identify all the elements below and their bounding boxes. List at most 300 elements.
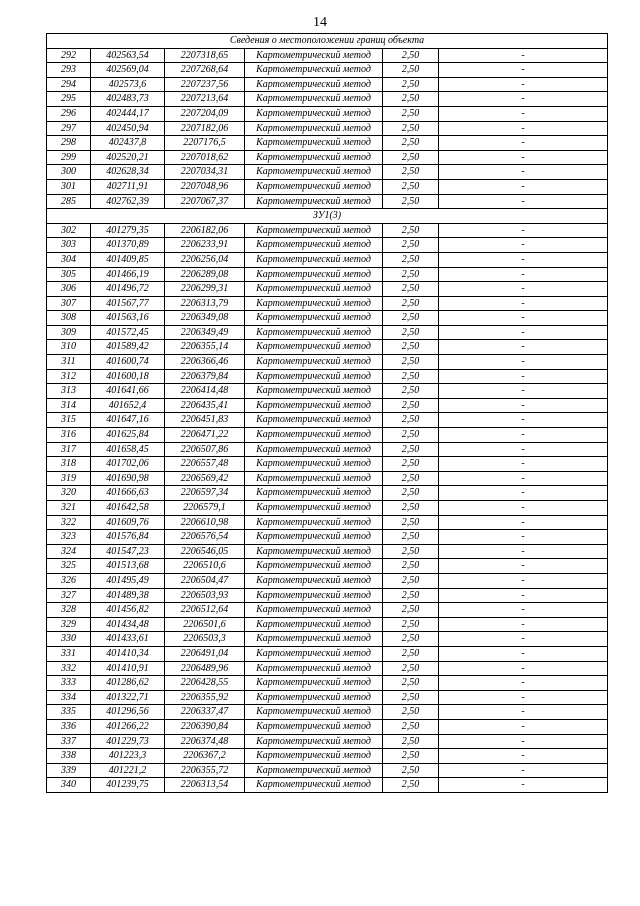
y-coordinate-cell: 2207048,96 (165, 179, 245, 194)
method-cell: Картометрический метод (245, 763, 383, 778)
description-cell: - (439, 136, 608, 151)
method-cell: Картометрический метод (245, 413, 383, 428)
description-cell: - (439, 325, 608, 340)
description-cell: - (439, 471, 608, 486)
point-number-cell: 296 (47, 106, 91, 121)
table-row (47, 136, 608, 151)
method-cell: Картометрический метод (245, 646, 383, 661)
method-cell: Картометрический метод (245, 588, 383, 603)
accuracy-cell: 2,50 (383, 632, 439, 647)
x-coordinate-cell: 401410,91 (91, 661, 165, 676)
description-cell: - (439, 457, 608, 472)
description-cell: - (439, 573, 608, 588)
method-cell: Картометрический метод (245, 603, 383, 618)
accuracy-cell: 2,50 (383, 325, 439, 340)
table-row (47, 238, 608, 253)
y-coordinate-cell: 2206289,08 (165, 267, 245, 282)
description-cell: - (439, 690, 608, 705)
accuracy-cell: 2,50 (383, 617, 439, 632)
x-coordinate-cell: 401589,42 (91, 340, 165, 355)
point-number-cell: 332 (47, 661, 91, 676)
y-coordinate-cell: 2207018,62 (165, 150, 245, 165)
accuracy-cell: 2,50 (383, 311, 439, 326)
method-cell: Картометрический метод (245, 749, 383, 764)
x-coordinate-cell: 401409,85 (91, 252, 165, 267)
accuracy-cell: 2,50 (383, 719, 439, 734)
x-coordinate-cell: 402573,6 (91, 77, 165, 92)
point-number-cell: 325 (47, 559, 91, 574)
point-number-cell: 301 (47, 179, 91, 194)
y-coordinate-cell: 2207067,37 (165, 194, 245, 209)
accuracy-cell: 2,50 (383, 690, 439, 705)
point-number-cell: 293 (47, 63, 91, 78)
y-coordinate-cell: 2206501,6 (165, 617, 245, 632)
x-coordinate-cell: 401466,19 (91, 267, 165, 282)
section-row (47, 209, 608, 224)
accuracy-cell: 2,50 (383, 442, 439, 457)
page-number: 14 (313, 15, 327, 30)
point-number-cell: 333 (47, 676, 91, 691)
accuracy-cell: 2,50 (383, 77, 439, 92)
y-coordinate-cell: 2206367,2 (165, 749, 245, 764)
x-coordinate-cell: 401370,89 (91, 238, 165, 253)
point-number-cell: 298 (47, 136, 91, 151)
x-coordinate-cell: 401496,72 (91, 282, 165, 297)
y-coordinate-cell: 2206313,79 (165, 296, 245, 311)
description-cell: - (439, 282, 608, 297)
description-cell: - (439, 442, 608, 457)
point-number-cell: 311 (47, 355, 91, 370)
accuracy-cell: 2,50 (383, 48, 439, 63)
x-coordinate-cell: 401495,49 (91, 573, 165, 588)
accuracy-cell: 2,50 (383, 106, 439, 121)
table-row (47, 92, 608, 107)
x-coordinate-cell: 401572,45 (91, 325, 165, 340)
point-number-cell: 339 (47, 763, 91, 778)
method-cell: Картометрический метод (245, 705, 383, 720)
y-coordinate-cell: 2206491,04 (165, 646, 245, 661)
accuracy-cell: 2,50 (383, 165, 439, 180)
description-cell: - (439, 676, 608, 691)
method-cell: Картометрический метод (245, 238, 383, 253)
accuracy-cell: 2,50 (383, 252, 439, 267)
x-coordinate-cell: 401410,34 (91, 646, 165, 661)
y-coordinate-cell: 2206471,22 (165, 428, 245, 443)
method-cell: Картометрический метод (245, 282, 383, 297)
point-number-cell: 326 (47, 573, 91, 588)
point-number-cell: 338 (47, 749, 91, 764)
y-coordinate-cell: 2207182,06 (165, 121, 245, 136)
description-cell: - (439, 121, 608, 136)
point-number-cell: 328 (47, 603, 91, 618)
accuracy-cell: 2,50 (383, 369, 439, 384)
method-cell: Картометрический метод (245, 296, 383, 311)
method-cell: Картометрический метод (245, 92, 383, 107)
point-number-cell: 304 (47, 252, 91, 267)
x-coordinate-cell: 401609,76 (91, 515, 165, 530)
accuracy-cell: 2,50 (383, 603, 439, 618)
x-coordinate-cell: 401563,16 (91, 311, 165, 326)
point-number-cell: 340 (47, 778, 91, 793)
accuracy-cell: 2,50 (383, 413, 439, 428)
point-number-cell: 337 (47, 734, 91, 749)
point-number-cell: 313 (47, 384, 91, 399)
y-coordinate-cell: 2206337,47 (165, 705, 245, 720)
table-row (47, 778, 608, 793)
y-coordinate-cell: 2206569,42 (165, 471, 245, 486)
y-coordinate-cell: 2206366,46 (165, 355, 245, 370)
method-cell: Картометрический метод (245, 77, 383, 92)
method-cell: Картометрический метод (245, 690, 383, 705)
accuracy-cell: 2,50 (383, 544, 439, 559)
x-coordinate-cell: 401652,4 (91, 398, 165, 413)
method-cell: Картометрический метод (245, 530, 383, 545)
x-coordinate-cell: 401221,2 (91, 763, 165, 778)
accuracy-cell: 2,50 (383, 646, 439, 661)
method-cell: Картометрический метод (245, 778, 383, 793)
table-row (47, 428, 608, 443)
y-coordinate-cell: 2206503,93 (165, 588, 245, 603)
y-coordinate-cell: 2206374,48 (165, 734, 245, 749)
point-number-cell: 300 (47, 165, 91, 180)
table-row (47, 296, 608, 311)
x-coordinate-cell: 402450,94 (91, 121, 165, 136)
y-coordinate-cell: 2206579,1 (165, 501, 245, 516)
accuracy-cell: 2,50 (383, 150, 439, 165)
table-row (47, 63, 608, 78)
method-cell: Картометрический метод (245, 544, 383, 559)
method-cell: Картометрический метод (245, 398, 383, 413)
y-coordinate-cell: 2206507,86 (165, 442, 245, 457)
accuracy-cell: 2,50 (383, 355, 439, 370)
table-row (47, 734, 608, 749)
method-cell: Картометрический метод (245, 734, 383, 749)
table-row (47, 749, 608, 764)
method-cell: Картометрический метод (245, 369, 383, 384)
y-coordinate-cell: 2206597,34 (165, 486, 245, 501)
description-cell: - (439, 632, 608, 647)
x-coordinate-cell: 401690,98 (91, 471, 165, 486)
point-number-cell: 336 (47, 719, 91, 734)
x-coordinate-cell: 402762,39 (91, 194, 165, 209)
accuracy-cell: 2,50 (383, 194, 439, 209)
description-cell: - (439, 734, 608, 749)
y-coordinate-cell: 2206503,3 (165, 632, 245, 647)
method-cell: Картометрический метод (245, 165, 383, 180)
accuracy-cell: 2,50 (383, 63, 439, 78)
x-coordinate-cell: 401625,84 (91, 428, 165, 443)
accuracy-cell: 2,50 (383, 763, 439, 778)
description-cell: - (439, 150, 608, 165)
method-cell: Картометрический метод (245, 384, 383, 399)
boundary-table (46, 33, 608, 793)
accuracy-cell: 2,50 (383, 661, 439, 676)
y-coordinate-cell: 2207204,09 (165, 106, 245, 121)
accuracy-cell: 2,50 (383, 296, 439, 311)
table-row (47, 252, 608, 267)
y-coordinate-cell: 2206299,31 (165, 282, 245, 297)
accuracy-cell: 2,50 (383, 92, 439, 107)
table-row (47, 515, 608, 530)
point-number-cell: 320 (47, 486, 91, 501)
description-cell: - (439, 296, 608, 311)
y-coordinate-cell: 2206355,92 (165, 690, 245, 705)
table-row (47, 223, 608, 238)
table-row (47, 77, 608, 92)
description-cell: - (439, 267, 608, 282)
point-number-cell: 329 (47, 617, 91, 632)
table-row (47, 48, 608, 63)
table-header-row (47, 34, 608, 49)
table-row (47, 398, 608, 413)
accuracy-cell: 2,50 (383, 428, 439, 443)
x-coordinate-cell: 401489,38 (91, 588, 165, 603)
method-cell: Картометрический метод (245, 632, 383, 647)
method-cell: Картометрический метод (245, 325, 383, 340)
accuracy-cell: 2,50 (383, 267, 439, 282)
method-cell: Картометрический метод (245, 194, 383, 209)
description-cell: - (439, 369, 608, 384)
y-coordinate-cell: 2206349,08 (165, 311, 245, 326)
x-coordinate-cell: 402569,04 (91, 63, 165, 78)
description-cell: - (439, 92, 608, 107)
x-coordinate-cell: 401647,16 (91, 413, 165, 428)
x-coordinate-cell: 401567,77 (91, 296, 165, 311)
accuracy-cell: 2,50 (383, 778, 439, 793)
table-row (47, 150, 608, 165)
table-row (47, 559, 608, 574)
y-coordinate-cell: 2206504,47 (165, 573, 245, 588)
description-cell: - (439, 603, 608, 618)
y-coordinate-cell: 2206428,55 (165, 676, 245, 691)
table-row (47, 471, 608, 486)
point-number-cell: 295 (47, 92, 91, 107)
point-number-cell: 294 (47, 77, 91, 92)
point-number-cell: 315 (47, 413, 91, 428)
method-cell: Картометрический метод (245, 457, 383, 472)
table-row (47, 588, 608, 603)
x-coordinate-cell: 401666,63 (91, 486, 165, 501)
accuracy-cell: 2,50 (383, 515, 439, 530)
description-cell: - (439, 223, 608, 238)
table-row (47, 311, 608, 326)
point-number-cell: 308 (47, 311, 91, 326)
point-number-cell: 319 (47, 471, 91, 486)
x-coordinate-cell: 401239,75 (91, 778, 165, 793)
method-cell: Картометрический метод (245, 179, 383, 194)
y-coordinate-cell: 2207318,65 (165, 48, 245, 63)
y-coordinate-cell: 2207213,64 (165, 92, 245, 107)
accuracy-cell: 2,50 (383, 282, 439, 297)
y-coordinate-cell: 2206451,83 (165, 413, 245, 428)
x-coordinate-cell: 401433,61 (91, 632, 165, 647)
method-cell: Картометрический метод (245, 573, 383, 588)
method-cell: Картометрический метод (245, 106, 383, 121)
table-row (47, 646, 608, 661)
method-cell: Картометрический метод (245, 311, 383, 326)
table-row (47, 267, 608, 282)
x-coordinate-cell: 401223,3 (91, 749, 165, 764)
accuracy-cell: 2,50 (383, 136, 439, 151)
x-coordinate-cell: 402711,91 (91, 179, 165, 194)
description-cell: - (439, 778, 608, 793)
x-coordinate-cell: 401279,35 (91, 223, 165, 238)
point-number-cell: 334 (47, 690, 91, 705)
x-coordinate-cell: 401600,74 (91, 355, 165, 370)
accuracy-cell: 2,50 (383, 238, 439, 253)
point-number-cell: 330 (47, 632, 91, 647)
description-cell: - (439, 311, 608, 326)
description-cell: - (439, 646, 608, 661)
accuracy-cell: 2,50 (383, 398, 439, 413)
method-cell: Картометрический метод (245, 676, 383, 691)
table-row (47, 501, 608, 516)
table-row (47, 106, 608, 121)
x-coordinate-cell: 401641,66 (91, 384, 165, 399)
point-number-cell: 309 (47, 325, 91, 340)
y-coordinate-cell: 2206256,04 (165, 252, 245, 267)
y-coordinate-cell: 2206355,14 (165, 340, 245, 355)
section-label: ЗУ1(3) (47, 209, 608, 224)
x-coordinate-cell: 401456,82 (91, 603, 165, 618)
table-row (47, 617, 608, 632)
method-cell: Картометрический метод (245, 515, 383, 530)
method-cell: Картометрический метод (245, 661, 383, 676)
description-cell: - (439, 106, 608, 121)
table-row (47, 676, 608, 691)
description-cell: - (439, 238, 608, 253)
point-number-cell: 335 (47, 705, 91, 720)
method-cell: Картометрический метод (245, 121, 383, 136)
accuracy-cell: 2,50 (383, 223, 439, 238)
x-coordinate-cell: 401322,71 (91, 690, 165, 705)
accuracy-cell: 2,50 (383, 676, 439, 691)
table-row (47, 413, 608, 428)
x-coordinate-cell: 402483,73 (91, 92, 165, 107)
y-coordinate-cell: 2206435,41 (165, 398, 245, 413)
table-row (47, 763, 608, 778)
x-coordinate-cell: 401229,73 (91, 734, 165, 749)
table-row (47, 121, 608, 136)
x-coordinate-cell: 401547,23 (91, 544, 165, 559)
method-cell: Картометрический метод (245, 150, 383, 165)
accuracy-cell: 2,50 (383, 179, 439, 194)
table-row (47, 661, 608, 676)
table-row (47, 442, 608, 457)
method-cell: Картометрический метод (245, 719, 383, 734)
description-cell: - (439, 48, 608, 63)
accuracy-cell: 2,50 (383, 501, 439, 516)
x-coordinate-cell: 402520,21 (91, 150, 165, 165)
y-coordinate-cell: 2206610,98 (165, 515, 245, 530)
accuracy-cell: 2,50 (383, 486, 439, 501)
method-cell: Картометрический метод (245, 223, 383, 238)
description-cell: - (439, 749, 608, 764)
y-coordinate-cell: 2207176,5 (165, 136, 245, 151)
x-coordinate-cell: 401513,68 (91, 559, 165, 574)
table-row (47, 632, 608, 647)
point-number-cell: 307 (47, 296, 91, 311)
y-coordinate-cell: 2207034,31 (165, 165, 245, 180)
method-cell: Картометрический метод (245, 48, 383, 63)
description-cell: - (439, 486, 608, 501)
point-number-cell: 317 (47, 442, 91, 457)
table-row (47, 340, 608, 355)
x-coordinate-cell: 402628,34 (91, 165, 165, 180)
accuracy-cell: 2,50 (383, 530, 439, 545)
method-cell: Картометрический метод (245, 63, 383, 78)
description-cell: - (439, 413, 608, 428)
point-number-cell: 324 (47, 544, 91, 559)
method-cell: Картометрический метод (245, 340, 383, 355)
description-cell: - (439, 252, 608, 267)
table-row (47, 179, 608, 194)
x-coordinate-cell: 401296,56 (91, 705, 165, 720)
x-coordinate-cell: 402444,17 (91, 106, 165, 121)
point-number-cell: 322 (47, 515, 91, 530)
description-cell: - (439, 588, 608, 603)
y-coordinate-cell: 2207268,64 (165, 63, 245, 78)
method-cell: Картометрический метод (245, 428, 383, 443)
method-cell: Картометрический метод (245, 559, 383, 574)
y-coordinate-cell: 2206510,6 (165, 559, 245, 574)
x-coordinate-cell: 401642,58 (91, 501, 165, 516)
method-cell: Картометрический метод (245, 486, 383, 501)
y-coordinate-cell: 2206414,48 (165, 384, 245, 399)
description-cell: - (439, 501, 608, 516)
description-cell: - (439, 617, 608, 632)
table-row (47, 282, 608, 297)
point-number-cell: 305 (47, 267, 91, 282)
description-cell: - (439, 530, 608, 545)
method-cell: Картометрический метод (245, 617, 383, 632)
table-row (47, 573, 608, 588)
accuracy-cell: 2,50 (383, 457, 439, 472)
y-coordinate-cell: 2206182,06 (165, 223, 245, 238)
accuracy-cell: 2,50 (383, 573, 439, 588)
table-row (47, 530, 608, 545)
point-number-cell: 323 (47, 530, 91, 545)
y-coordinate-cell: 2206379,84 (165, 369, 245, 384)
table-row (47, 165, 608, 180)
description-cell: - (439, 398, 608, 413)
x-coordinate-cell: 401266,22 (91, 719, 165, 734)
y-coordinate-cell: 2206355,72 (165, 763, 245, 778)
description-cell: - (439, 194, 608, 209)
table-row (47, 457, 608, 472)
x-coordinate-cell: 401576,84 (91, 530, 165, 545)
point-number-cell: 316 (47, 428, 91, 443)
method-cell: Картометрический метод (245, 355, 383, 370)
table-row (47, 719, 608, 734)
method-cell: Картометрический метод (245, 252, 383, 267)
accuracy-cell: 2,50 (383, 588, 439, 603)
y-coordinate-cell: 2206390,84 (165, 719, 245, 734)
accuracy-cell: 2,50 (383, 384, 439, 399)
table-row (47, 705, 608, 720)
description-cell: - (439, 165, 608, 180)
x-coordinate-cell: 401434,48 (91, 617, 165, 632)
method-cell: Картометрический метод (245, 136, 383, 151)
description-cell: - (439, 179, 608, 194)
x-coordinate-cell: 401658,45 (91, 442, 165, 457)
y-coordinate-cell: 2206512,64 (165, 603, 245, 618)
method-cell: Картометрический метод (245, 501, 383, 516)
method-cell: Картометрический метод (245, 442, 383, 457)
table-title: Сведения о местоположении границ объекта (47, 34, 608, 49)
y-coordinate-cell: 2206349,49 (165, 325, 245, 340)
table-row (47, 486, 608, 501)
